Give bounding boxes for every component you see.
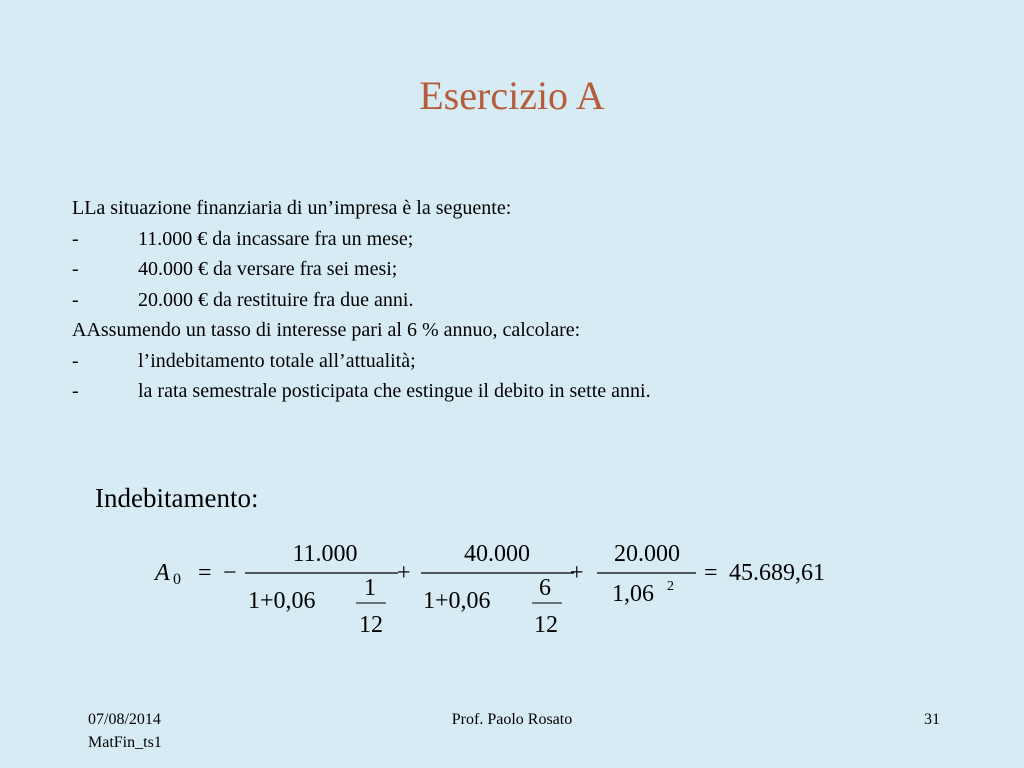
term1-exp-denominator: 12 (359, 612, 383, 638)
term1-base: 1+0,06 (248, 588, 316, 614)
term3-base: 1,06 (612, 581, 654, 607)
term2-exp-denominator: 12 (534, 612, 558, 638)
term1-exp-numerator: 1 (364, 575, 376, 601)
dash-bullet: - (72, 258, 79, 280)
term3-exponent: 2 (667, 579, 674, 594)
plus-sign: + (397, 560, 411, 586)
line-text: AAssumendo un tasso di interesse pari al 6 % annuo, calcolare: (72, 319, 581, 341)
term3-numerator: 20.000 (614, 541, 680, 567)
bullet-line (72, 254, 952, 285)
term2-exp-numerator: 6 (539, 575, 551, 601)
term2-numerator: 40.000 (464, 541, 530, 567)
section-label: Indebitamento: (95, 483, 259, 513)
line-text: 11.000 € da incassare fra un mese; (138, 227, 414, 250)
formula-result: 45.689,61 (729, 560, 825, 586)
dash-bullet: - (72, 227, 79, 250)
text-line (72, 315, 952, 346)
dash-bullet: - (72, 380, 79, 402)
line-text: l’indebitamento totale all’attualità; (138, 349, 416, 372)
line-text: 20.000 € da restituire fra due anni. (138, 288, 414, 311)
bullet-line (72, 376, 952, 407)
plus-sign: + (570, 560, 584, 586)
minus-sign: − (223, 560, 237, 586)
bullet-line (72, 285, 952, 316)
bullet-line (72, 224, 952, 255)
footer-file: MatFin_ts1 (88, 734, 162, 751)
bullet-line (72, 346, 952, 377)
exercise-text (72, 193, 952, 407)
footer-date: 07/08/2014 (88, 711, 161, 728)
dash-bullet: - (72, 288, 79, 311)
term2-base: 1+0,06 (423, 588, 491, 614)
lhs-symbol: A (155, 560, 170, 586)
equals-sign: = (704, 560, 718, 586)
footer-author: Prof. Paolo Rosato (451, 711, 573, 728)
lhs-subscript: 0 (173, 571, 181, 588)
formula (140, 532, 880, 647)
term1-numerator: 11.000 (292, 541, 358, 567)
dash-bullet: - (72, 349, 79, 372)
text-line (72, 193, 952, 224)
line-text: la rata semestrale posticipata che estingue il debito in sette anni. (138, 380, 651, 402)
equals-sign: = (198, 560, 212, 586)
line-text: 40.000 € da versare fra sei mesi; (138, 258, 398, 280)
line-text: LLa situazione finanziaria di un’impresa è la seguente: (72, 197, 512, 219)
slide-title: Esercizio A (419, 73, 605, 118)
page-number: 31 (924, 711, 940, 728)
